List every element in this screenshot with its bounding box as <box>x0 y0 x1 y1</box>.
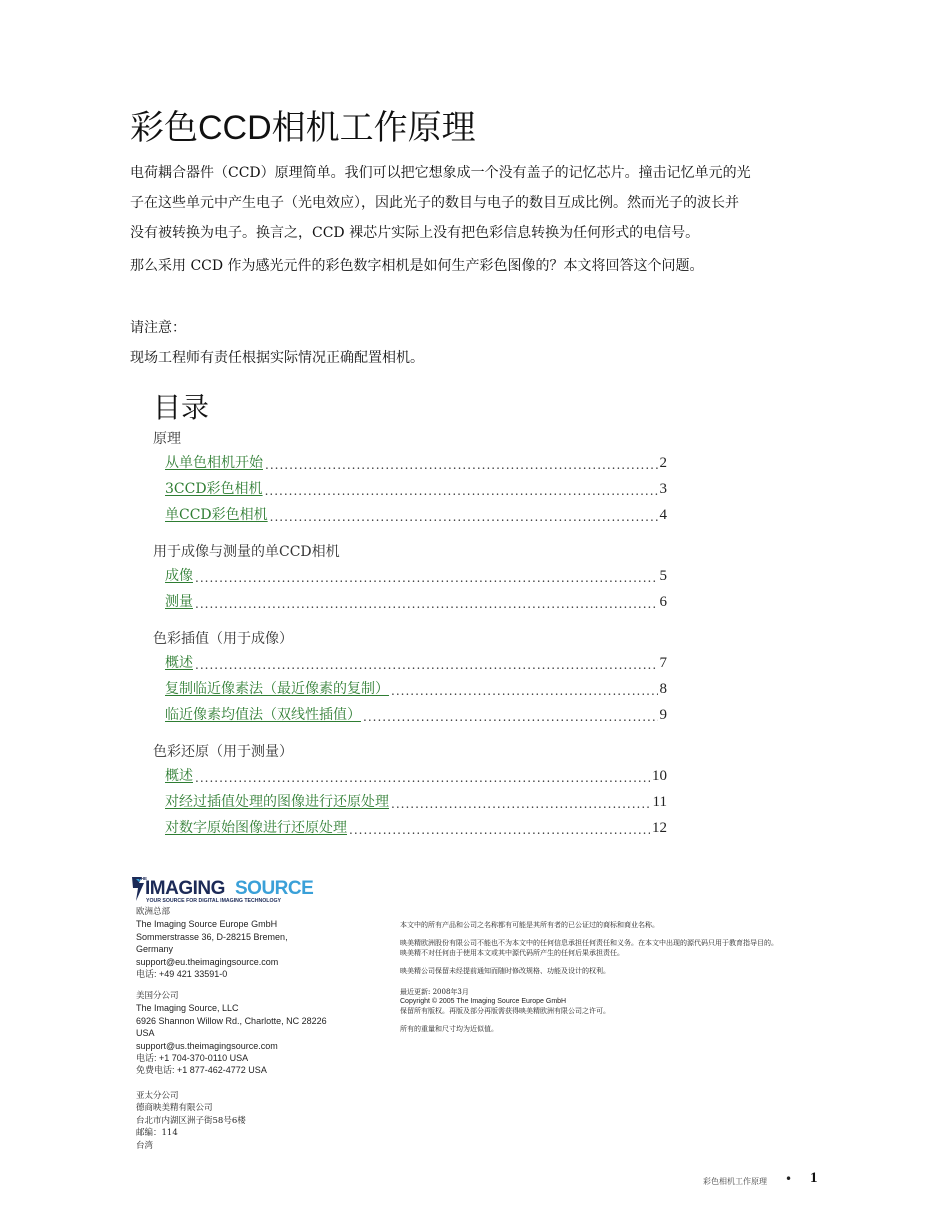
intro-paragraph <box>130 158 751 248</box>
office-line: USA <box>136 1028 155 1039</box>
toc-link[interactable]: 测量 <box>165 594 193 610</box>
toc-entry[interactable] <box>165 791 667 811</box>
toc-leader-dots <box>265 484 658 498</box>
toc-entry[interactable] <box>165 452 667 472</box>
toc-link[interactable]: 从单色相机开始 <box>165 455 263 471</box>
toc-link[interactable]: 概述 <box>165 768 193 784</box>
toc-leader-dots <box>363 710 658 724</box>
office-line: The Imaging Source, LLC <box>136 1003 239 1014</box>
toc-leader-dots <box>195 597 658 611</box>
intro-question: 那么采用 CCD 作为感光元件的彩色数字相机是如何生产彩色图像的？本文将回答这个问题。 <box>130 258 704 274</box>
footer-doc-title: 彩色相机工作原理 <box>703 1177 767 1186</box>
office-line: Sommerstrasse 36, D-28215 Bremen, <box>136 931 288 942</box>
office-heading: 美国分公司 <box>136 991 179 1001</box>
office-line: 台湾 <box>136 1140 154 1151</box>
toc-link[interactable]: 临近像素均值法（双线性插值） <box>165 707 361 723</box>
note-text: 现场工程师有责任根据实际情况正确配置相机。 <box>130 350 424 366</box>
office-phone: 电话: +49 421 33591-0 <box>136 969 228 980</box>
intro-line: 没有被转换为电子。换言之，CCD 裸芯片实际上没有把色彩信息转换为任何形式的电信号。 <box>130 225 700 241</box>
toc-leader-dots <box>391 684 658 698</box>
toc-entry[interactable] <box>165 565 667 585</box>
toc-leader-dots <box>391 797 651 811</box>
legal-liability <box>400 938 778 958</box>
toc-entry[interactable] <box>165 591 667 611</box>
logo-imaging-text: IMAGING <box>145 878 225 899</box>
toc-link[interactable]: 3CCD彩色相机 <box>165 481 263 497</box>
toc-section-title: 色彩还原（用于测量） <box>153 744 293 760</box>
office-asia <box>136 1090 246 1152</box>
office-usa <box>136 990 327 1077</box>
toc-page-number: 6 <box>659 594 667 610</box>
toc-page-number: 11 <box>652 794 667 810</box>
toc-link[interactable]: 复制临近像素法（最近像素的复制） <box>165 681 389 697</box>
toc-section-title: 色彩插值（用于成像） <box>153 631 293 647</box>
toc-page-number: 2 <box>659 455 667 471</box>
toc-link[interactable]: 对经过插值处理的图像进行还原处理 <box>165 794 389 810</box>
toc-leader-dots <box>265 458 658 472</box>
office-line: Germany <box>136 944 174 955</box>
office-line: 6926 Shannon Willow Rd., Charlotte, NC 28226 <box>136 1015 327 1026</box>
office-email[interactable]: support@us.theimagingsource.com <box>136 1040 278 1051</box>
intro-line: 电荷耦合器件（CCD）原理简单。我们可以把它想象成一个没有盖子的记忆芯片。撞击记忆单元的光 <box>130 165 751 181</box>
toc-leader-dots <box>195 658 658 672</box>
office-heading: 亚太分公司 <box>136 1091 179 1101</box>
logo-tagline: YOUR SOURCE FOR DIGITAL IMAGING TECHNOLOGY <box>146 898 281 904</box>
toc-entry[interactable] <box>165 704 667 724</box>
legal-rights: 保留所有版权。再版及部分再版需获得映美精欧洲有限公司之许可。 <box>400 1007 610 1015</box>
toc-entry[interactable] <box>165 678 667 698</box>
toc-link[interactable]: 概述 <box>165 655 193 671</box>
toc-leader-dots <box>195 571 658 585</box>
legal-weights: 所有的重量和尺寸均为近似值。 <box>400 1025 498 1033</box>
toc-page-number: 12 <box>652 820 667 836</box>
logo-source-text: SOURCE <box>235 878 314 899</box>
imaging-source-logo <box>130 873 335 905</box>
toc-page-number: 8 <box>659 681 667 697</box>
toc-page-number: 10 <box>652 768 667 784</box>
toc-page-number: 9 <box>659 707 667 723</box>
footer-bullet-icon: • <box>785 1172 793 1186</box>
page-number: 1 <box>810 1170 818 1186</box>
office-line: The Imaging Source Europe GmbH <box>136 919 278 930</box>
legal-liability-line: 映美精不对任何由于使用本文或其中源代码所产生的任何后果承担责任。 <box>400 949 624 957</box>
toc-link[interactable]: 对数字原始图像进行还原处理 <box>165 820 347 836</box>
toc-entry[interactable] <box>165 504 667 524</box>
toc-section-title: 用于成像与测量的单CCD相机 <box>153 544 340 560</box>
office-line: 邮编：114 <box>136 1128 178 1139</box>
page-title: 彩色CCD相机工作原理 <box>130 109 476 147</box>
toc-leader-dots <box>195 771 650 785</box>
legal-updated: 最近更新: 2008年3月 <box>400 988 469 996</box>
office-line: 台北市内湖区洲子街58号6楼 <box>136 1115 246 1126</box>
toc-entry[interactable] <box>165 652 667 672</box>
toc-entry[interactable] <box>165 478 667 498</box>
legal-copyright: Copyright © 2005 The Imaging Source Europe GmbH <box>400 998 567 1005</box>
note-label: 请注意： <box>130 320 186 336</box>
toc-entry[interactable] <box>165 765 667 785</box>
office-line: 德商映美精有限公司 <box>136 1103 213 1114</box>
toc-page-number: 3 <box>659 481 667 497</box>
toc-link[interactable]: 成像 <box>165 568 193 584</box>
legal-trademarks: 本文中的所有产品和公司之名称都有可能是其所有者的已公证过的商标和商业名称。 <box>400 921 659 929</box>
office-europe <box>136 906 288 980</box>
office-phone: 电话: +1 704-370-0110 USA <box>136 1053 249 1064</box>
office-heading: 欧洲总部 <box>136 907 171 917</box>
toc-page-number: 7 <box>659 655 667 671</box>
legal-liability-line: 映美精欧洲股份有限公司不能也不为本文中的任何信息承担任何责任和义务。在本文中出现的源代码只用于教育指导目的。 <box>400 939 778 947</box>
logo-the-text: THE <box>138 876 147 881</box>
toc-heading: 目录 <box>153 391 210 424</box>
toc-leader-dots <box>270 510 658 524</box>
intro-line: 子在这些单元中产生电子（光电效应），因此光子的数目与电子的数目互成比例。然而光子的波长并 <box>130 195 739 211</box>
toc-page-number: 4 <box>659 507 667 523</box>
office-email[interactable]: support@eu.theimagingsource.com <box>136 956 279 967</box>
office-tollfree: 免费电话: +1 877-462-4772 USA <box>136 1065 267 1076</box>
legal-changes: 映美精公司保留未经提前通知而随时修改规格、功能及设计的权利。 <box>400 967 610 975</box>
toc-leader-dots <box>349 823 650 837</box>
toc-page-number: 5 <box>659 568 667 584</box>
toc-entry[interactable] <box>165 817 667 837</box>
toc-section-title: 原理 <box>153 431 181 447</box>
toc-link[interactable]: 单CCD彩色相机 <box>165 507 268 523</box>
